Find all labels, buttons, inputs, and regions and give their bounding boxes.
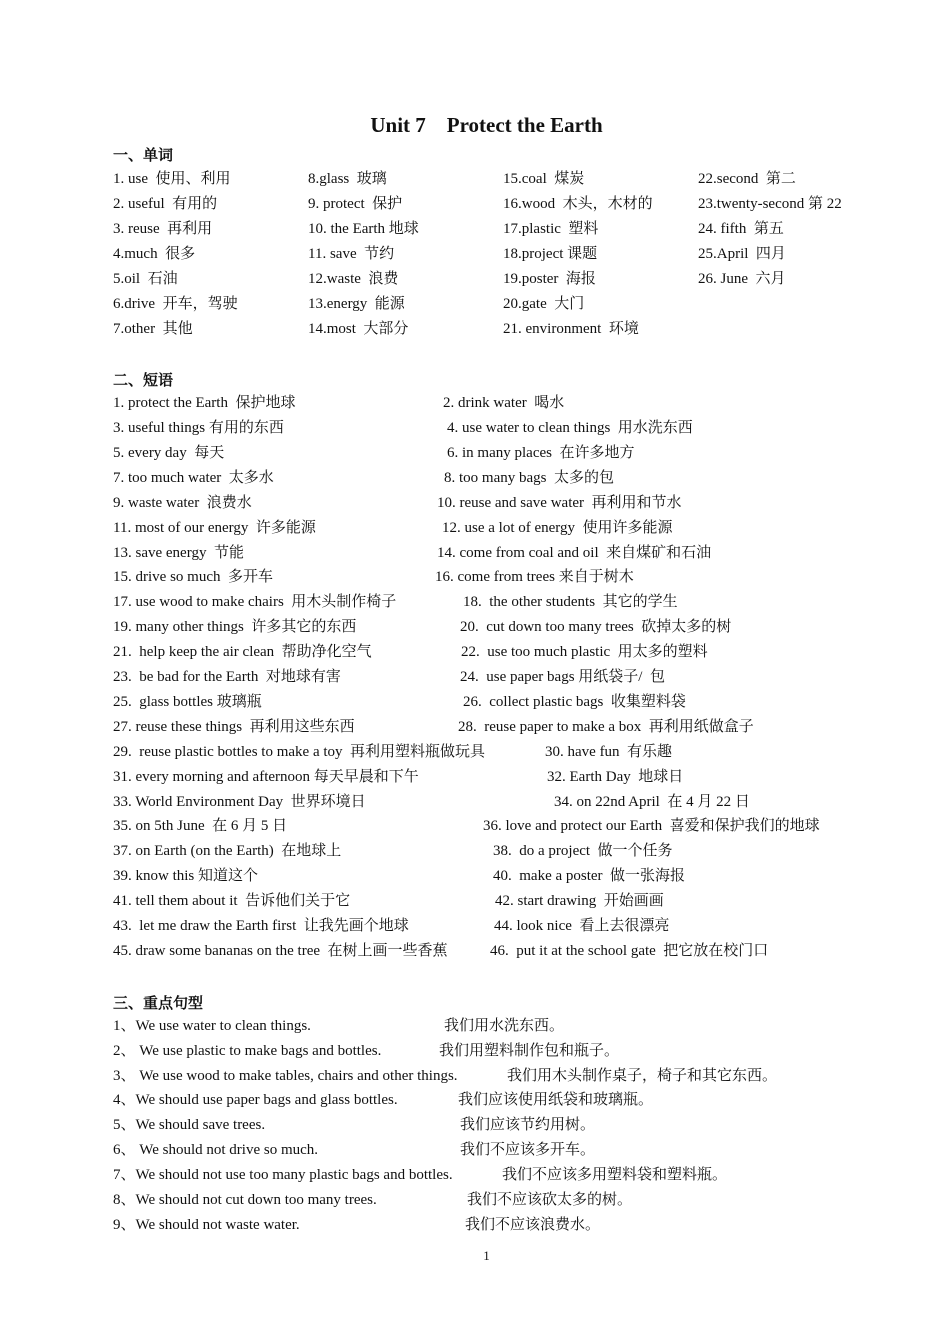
- word-item: 8.glass 玻璃: [308, 171, 387, 187]
- phrase-item: 6. in many places 在许多地方: [447, 445, 635, 461]
- word-item: 23.twenty-second 第 22: [698, 196, 842, 212]
- sentence-zh: 我们应该节约用树。: [460, 1117, 596, 1133]
- phrase-item: 1. protect the Earth 保护地球: [113, 395, 296, 411]
- word-item: 16.wood 木头，木材的: [503, 196, 653, 212]
- phrase-item: 23. be bad for the Earth 对地球有害: [113, 669, 341, 685]
- sentence-zh: 我们不应该浪费水。: [465, 1217, 601, 1233]
- page-number: 1: [483, 1248, 490, 1263]
- phrase-item: 14. come from coal and oil 来自煤矿和石油: [437, 545, 712, 561]
- word-item: 20.gate 大门: [503, 296, 585, 312]
- sentence-en: 7、We should not use too many plastic bags and bottles.: [113, 1167, 453, 1183]
- phrase-item: 36. love and protect our Earth 喜爱和保护我们的地球: [483, 818, 820, 834]
- word-item: 10. the Earth 地球: [308, 221, 419, 237]
- phrase-item: 18. the other students 其它的学生: [463, 594, 678, 610]
- phrase-item: 24. use paper bags 用纸袋子/ 包: [460, 669, 665, 685]
- word-item: 17.plastic 塑料: [503, 221, 599, 237]
- sentence-en: 4、We should use paper bags and glass bottles.: [113, 1092, 398, 1108]
- phrase-item: 26. collect plastic bags 收集塑料袋: [463, 694, 686, 710]
- sentence-en: 3、 We use wood to make tables, chairs and other things.: [113, 1068, 458, 1084]
- sentence-zh: 我们不应该多用塑料袋和塑料瓶。: [502, 1167, 728, 1183]
- word-item: 11. save 节约: [308, 246, 395, 262]
- phrase-item: 5. every day 每天: [113, 445, 225, 461]
- phrase-item: 35. on 5th June 在 6 月 5 日: [113, 818, 288, 834]
- phrase-item: 10. reuse and save water 再利用和节水: [437, 495, 682, 511]
- sentence-en: 2、 We use plastic to make bags and bottles.: [113, 1043, 382, 1059]
- phrase-item: 34. on 22nd April 在 4 月 22 日: [554, 794, 750, 810]
- sentence-zh: 我们用塑料制作包和瓶子。: [439, 1043, 620, 1059]
- phrase-item: 16. come from trees 来自于树木: [435, 569, 634, 585]
- section-heading-words: 一、单词: [113, 146, 174, 164]
- section-heading-sentences: 三、重点句型: [113, 994, 204, 1012]
- phrase-item: 43. let me draw the Earth first 让我先画个地球: [113, 918, 409, 934]
- sentence-en: 8、We should not cut down too many trees.: [113, 1192, 377, 1208]
- phrase-item: 11. most of our energy 许多能源: [113, 520, 316, 536]
- phrase-item: 9. waste water 浪费水: [113, 495, 252, 511]
- phrase-item: 37. on Earth (on the Earth) 在地球上: [113, 843, 342, 859]
- phrase-item: 17. use wood to make chairs 用木头制作椅子: [113, 594, 397, 610]
- sentence-zh: 我们不应该多开车。: [460, 1142, 596, 1158]
- phrase-item: 4. use water to clean things 用水洗东西: [447, 420, 693, 436]
- sentence-en: 6、 We should not drive so much.: [113, 1142, 319, 1158]
- word-item: 4.much 很多: [113, 246, 196, 262]
- phrase-item: 42. start drawing 开始画画: [495, 893, 664, 909]
- word-item: 1. use 使用、利用: [113, 171, 231, 187]
- phrase-item: 8. too many bags 太多的包: [444, 470, 614, 486]
- sentence-zh: 我们不应该砍太多的树。: [467, 1192, 633, 1208]
- phrase-item: 32. Earth Day 地球日: [547, 769, 684, 785]
- word-item: 24. fifth 第五: [698, 221, 784, 237]
- phrase-item: 30. have fun 有乐趣: [545, 744, 673, 760]
- sentence-zh: 我们用木头制作桌子，椅子和其它东西。: [507, 1068, 778, 1084]
- word-item: 13.energy 能源: [308, 296, 405, 312]
- page-title: Unit 7 Protect the Earth: [370, 113, 603, 137]
- word-item: 3. reuse 再利用: [113, 221, 213, 237]
- word-item: 25.April 四月: [698, 246, 786, 262]
- phrase-item: 22. use too much plastic 用太多的塑料: [461, 644, 708, 660]
- word-item: 18.project 课题: [503, 246, 598, 262]
- word-item: 21. environment 环境: [503, 321, 639, 337]
- phrase-item: 29. reuse plastic bottles to make a toy 再利用塑料瓶做玩具: [113, 744, 486, 760]
- word-item: 26. June 六月: [698, 271, 786, 287]
- phrase-item: 20. cut down too many trees 砍掉太多的树: [460, 619, 732, 635]
- sentence-zh: 我们用水洗东西。: [444, 1018, 565, 1034]
- word-item: 2. useful 有用的: [113, 196, 218, 212]
- phrase-item: 25. glass bottles 玻璃瓶: [113, 694, 262, 710]
- word-item: 6.drive 开车，驾驶: [113, 296, 238, 312]
- phrase-item: 3. useful things 有用的东西: [113, 420, 284, 436]
- word-item: 7.other 其他: [113, 321, 193, 337]
- word-item: 5.oil 石油: [113, 271, 178, 287]
- word-item: 14.most 大部分: [308, 321, 409, 337]
- word-item: 15.coal 煤炭: [503, 171, 585, 187]
- phrase-item: 41. tell them about it 告诉他们关于它: [113, 893, 351, 909]
- phrase-item: 27. reuse these things 再利用这些东西: [113, 719, 355, 735]
- word-item: 19.poster 海报: [503, 271, 596, 287]
- word-item: 12.waste 浪费: [308, 271, 399, 287]
- phrase-item: 44. look nice 看上去很漂亮: [494, 918, 670, 934]
- phrase-item: 7. too much water 太多水: [113, 470, 274, 486]
- phrase-item: 13. save energy 节能: [113, 545, 244, 561]
- phrase-item: 45. draw some bananas on the tree 在树上画一些香蕉: [113, 943, 448, 959]
- sentence-en: 1、We use water to clean things.: [113, 1018, 311, 1034]
- phrase-item: 21. help keep the air clean 帮助净化空气: [113, 644, 372, 660]
- word-item: 22.second 第二: [698, 171, 796, 187]
- sentence-en: 5、We should save trees.: [113, 1117, 266, 1133]
- phrase-item: 33. World Environment Day 世界环境日: [113, 794, 366, 810]
- phrase-item: 31. every morning and afternoon 每天早晨和下午: [113, 769, 419, 785]
- sentence-en: 9、We should not waste water.: [113, 1217, 300, 1233]
- phrase-item: 38. do a project 做一个任务: [493, 843, 673, 859]
- word-item: 9. protect 保护: [308, 196, 403, 212]
- phrase-item: 12. use a lot of energy 使用许多能源: [442, 520, 673, 536]
- sentence-zh: 我们应该使用纸袋和玻璃瓶。: [458, 1092, 654, 1108]
- phrase-item: 39. know this 知道这个: [113, 868, 259, 884]
- phrase-item: 40. make a poster 做一张海报: [493, 868, 686, 884]
- phrase-item: 28. reuse paper to make a box 再利用纸做盒子: [458, 719, 754, 735]
- section-heading-phrases: 二、短语: [113, 371, 174, 389]
- phrase-item: 19. many other things 许多其它的东西: [113, 619, 357, 635]
- phrase-item: 2. drink water 喝水: [443, 395, 565, 411]
- phrase-item: 15. drive so much 多开车: [113, 569, 273, 585]
- phrase-item: 46. put it at the school gate 把它放在校门口: [490, 943, 769, 959]
